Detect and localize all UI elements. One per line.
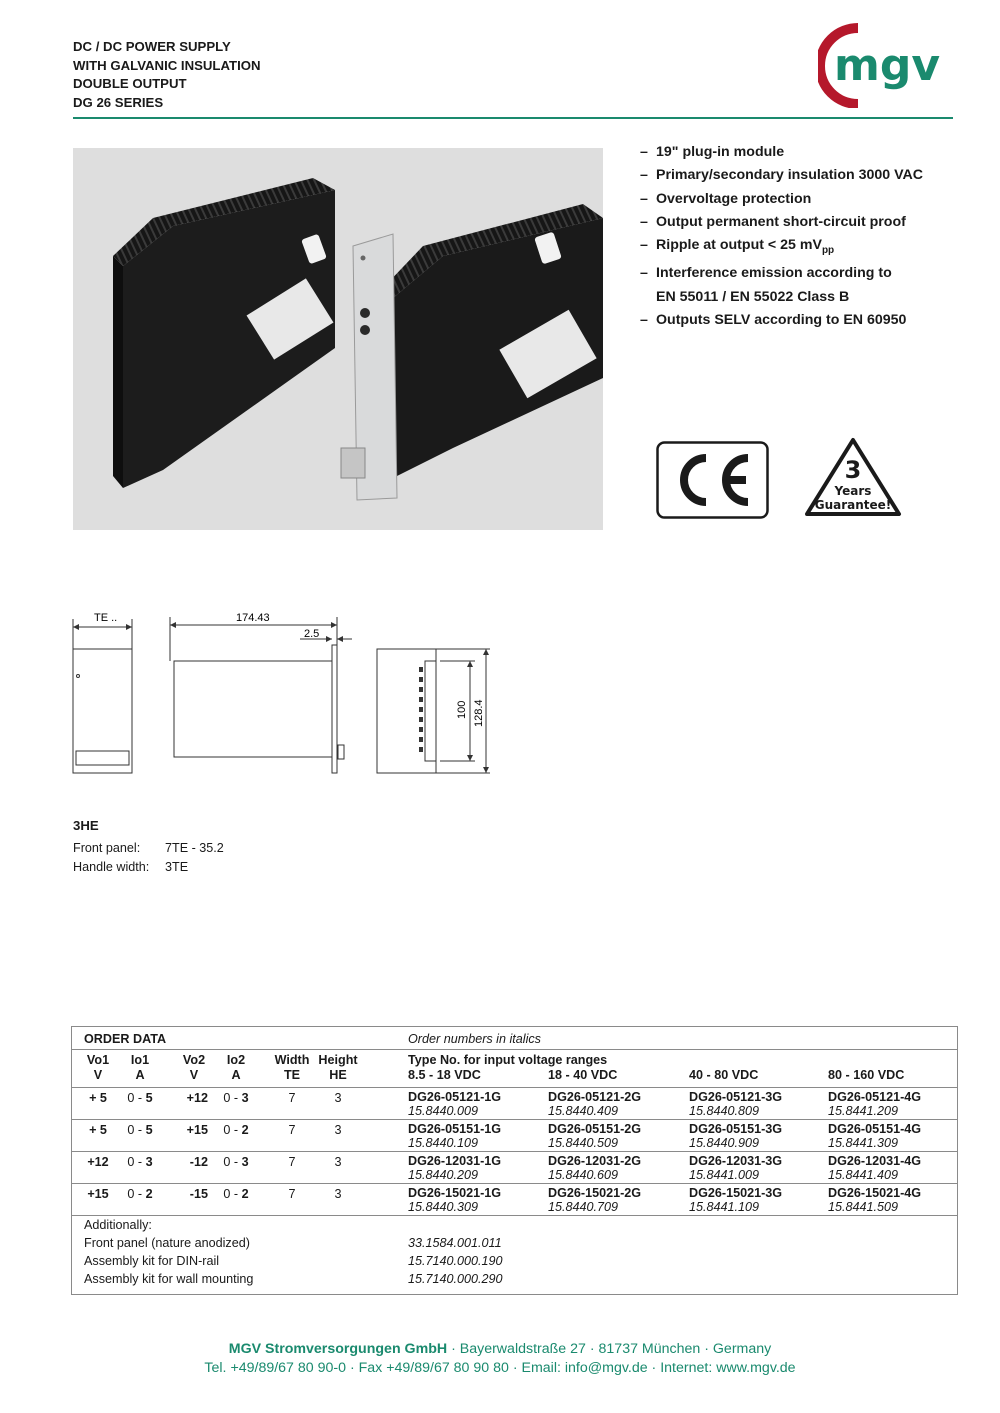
table-row	[72, 1184, 957, 1216]
offset-label: 2.5	[304, 628, 320, 640]
title-line-3: DOUBLE OUTPUT	[73, 76, 187, 91]
order-table-title-row	[72, 1027, 957, 1050]
type-cell: DG26-05151-4G 15.8441.309	[828, 1122, 922, 1150]
col-io2: Io2 A	[226, 1053, 246, 1082]
logo-text: mgv	[834, 40, 941, 91]
accessory-name: Front panel (nature anodized)	[84, 1236, 250, 1250]
io2-value: 0 - 2	[223, 1187, 249, 1201]
col-vo2: Vo2 V	[182, 1053, 206, 1082]
feature-item: – Outputs SELV according to EN 60950	[640, 309, 960, 332]
document-title	[73, 38, 261, 112]
guarantee-years: Years	[834, 484, 872, 498]
vo1-value: +15	[87, 1187, 109, 1201]
io1-value: 0 - 3	[127, 1155, 153, 1169]
feature-list	[640, 141, 960, 332]
vo1-value: +12	[87, 1155, 109, 1169]
front-panel-label: Front panel:	[73, 841, 141, 855]
te-value: 7	[288, 1091, 296, 1105]
guarantee-text: Guarantee!	[814, 498, 892, 512]
order-table-header	[72, 1050, 957, 1088]
type-cell: DG26-05151-2G 15.8440.509	[548, 1122, 642, 1150]
type-cell: DG26-05151-3G 15.8440.909	[689, 1122, 783, 1150]
vo1-value: + 5	[89, 1091, 107, 1105]
type-cell: DG26-05121-4G 15.8441.209	[828, 1090, 922, 1118]
range-3: 40 - 80 VDC	[689, 1068, 759, 1082]
footer-company: MGV Stromversorgungen GmbH	[228, 1341, 448, 1357]
footer-address-text: · Bayerwaldstraße 27 · 81737 München · Germany	[451, 1341, 772, 1357]
order-italic-note: Order numbers in italics	[408, 1032, 541, 1046]
type-cell: DG26-05121-3G 15.8440.809	[689, 1090, 783, 1118]
he-specs	[73, 839, 224, 877]
accessory-number: 15.7140.000.290	[408, 1272, 503, 1286]
table-row	[72, 1088, 957, 1120]
range-2: 18 - 40 VDC	[548, 1068, 618, 1082]
feature-item: – Interference emission according to	[640, 262, 960, 285]
accessory-name: Assembly kit for DIN-rail	[84, 1254, 220, 1268]
footer-address	[0, 1339, 1000, 1360]
range-1: 8.5 - 18 VDC	[408, 1068, 481, 1082]
te-value: 7	[288, 1187, 296, 1201]
table-row	[72, 1152, 957, 1184]
order-data-title: ORDER DATA	[84, 1032, 167, 1046]
te-value: 7	[288, 1123, 296, 1137]
type-title: Type No. for input voltage ranges	[408, 1053, 608, 1067]
vo2-value: +15	[186, 1123, 208, 1137]
io1-value: 0 - 2	[127, 1187, 153, 1201]
feature-item-continued: EN 55011 / EN 55022 Class B	[656, 288, 850, 305]
feature-item: – 19" plug-in module	[640, 141, 960, 164]
he-title: 3HE	[73, 818, 99, 833]
order-data-table	[71, 1026, 958, 1295]
table-row	[72, 1120, 957, 1152]
col-height: Height HE	[318, 1053, 358, 1082]
type-cell: DG26-05121-2G 15.8440.409	[548, 1090, 642, 1118]
col-width: Width TE	[274, 1053, 310, 1082]
vo2-value: +12	[186, 1091, 208, 1105]
he-value: 3	[334, 1155, 342, 1169]
feature-item: – Overvoltage protection	[640, 188, 960, 211]
io2-value: 0 - 3	[223, 1155, 249, 1169]
io1-value: 0 - 5	[127, 1091, 153, 1105]
type-cell: DG26-12031-4G 15.8441.409	[828, 1154, 922, 1182]
he-value: 3	[334, 1091, 342, 1105]
guarantee-number: 3	[844, 456, 862, 484]
vo1-value: + 5	[89, 1123, 107, 1137]
io2-value: 0 - 3	[223, 1091, 249, 1105]
additionally-label: Additionally:	[84, 1218, 152, 1232]
additionally-section	[72, 1216, 957, 1294]
guarantee-badge	[804, 436, 902, 518]
type-cell: DG26-15021-4G 15.8441.509	[828, 1186, 922, 1214]
he-value: 3	[334, 1123, 342, 1137]
front-handle	[341, 448, 365, 478]
te-value: 7	[288, 1155, 296, 1169]
handle-width-value: 3TE	[165, 860, 189, 874]
title-line-2: WITH GALVANIC INSULATION	[73, 57, 261, 73]
vo2-value: -15	[189, 1187, 208, 1201]
ce-mark-icon	[656, 441, 769, 519]
ripple-subscript: pp	[821, 245, 835, 257]
type-cell: DG26-15021-2G 15.8440.709	[548, 1186, 642, 1214]
feature-item	[640, 234, 960, 262]
ripple-text: Ripple at output < 25 mV	[656, 237, 822, 254]
vo2-value: -12	[189, 1155, 208, 1169]
col-io1: Io1 A	[130, 1053, 150, 1082]
range-4: 80 - 160 VDC	[828, 1068, 905, 1082]
col-vo1: Vo1 V	[86, 1053, 110, 1082]
io1-value: 0 - 5	[127, 1123, 153, 1137]
mgv-logo	[818, 22, 958, 108]
title-line-4: DG 26 SERIES	[73, 94, 164, 110]
type-cell: DG26-12031-3G 15.8441.009	[689, 1154, 783, 1182]
front-panel-value: 7TE - 35.2	[165, 841, 224, 855]
footer-contact: Tel. +49/89/67 80 90-0 · Fax +49/89/67 80 90 80 · Email: info@mgv.de · Internet: www.mgv.de	[204, 1360, 796, 1376]
accessory-number: 15.7140.000.190	[408, 1254, 503, 1268]
io2-value: 0 - 2	[223, 1123, 249, 1137]
accessory-number: 33.1584.001.011	[408, 1236, 502, 1250]
feature-item: – Primary/secondary insulation 3000 VAC	[640, 164, 960, 187]
type-cell: DG26-12031-1G 15.8440.209	[408, 1154, 502, 1182]
header-rule	[73, 117, 953, 119]
feature-item: – Output permanent short-circuit proof	[640, 211, 960, 234]
product-photo	[73, 148, 603, 530]
type-cell: DG26-15021-1G 15.8440.309	[408, 1186, 502, 1214]
handle-width-label: Handle width:	[73, 860, 150, 874]
title-line-1: DC / DC POWER SUPPLY	[73, 39, 231, 54]
type-cell: DG26-05121-1G 15.8440.009	[408, 1090, 502, 1118]
he-value: 3	[334, 1187, 342, 1201]
height-outer-label: 128.4	[473, 699, 485, 727]
dimension-drawing	[70, 605, 500, 785]
height-inner-label: 100	[456, 700, 468, 719]
type-cell: DG26-12031-2G 15.8440.609	[548, 1154, 642, 1182]
type-cell: DG26-15021-3G 15.8441.109	[689, 1186, 783, 1214]
type-cell: DG26-05151-1G 15.8440.109	[408, 1122, 502, 1150]
length-label: 174.43	[236, 612, 270, 624]
accessory-name: Assembly kit for wall mounting	[84, 1272, 254, 1286]
te-label: TE ..	[94, 612, 118, 624]
